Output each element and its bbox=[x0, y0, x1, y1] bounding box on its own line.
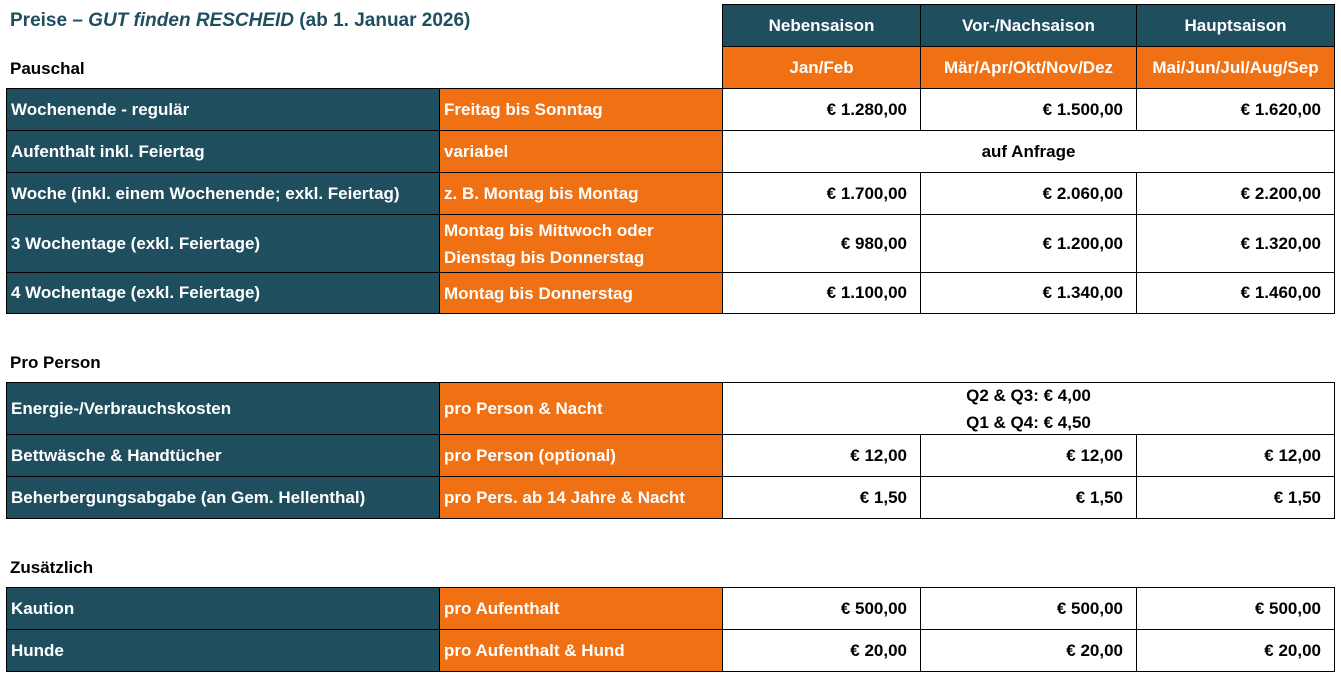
row-period bbox=[439, 214, 723, 273]
row-period: pro Pers. ab 14 Jahre & Nacht bbox=[439, 476, 723, 519]
row-period: Freitag bis Sonntag bbox=[439, 88, 723, 131]
row-label: Kaution bbox=[6, 587, 440, 630]
row-label: Wochenende - regulär bbox=[6, 88, 440, 131]
row-period: pro Person & Nacht bbox=[439, 382, 723, 435]
energy-cost-cell bbox=[722, 382, 1335, 435]
price-cell: € 1.100,00 bbox=[722, 272, 921, 314]
page-title bbox=[10, 10, 470, 32]
row-label: Bettwäsche & Handtücher bbox=[6, 434, 440, 477]
header-season-vornach: Vor-/Nachsaison bbox=[920, 4, 1137, 47]
section-title-pro-person: Pro Person bbox=[10, 353, 101, 372]
section-title-pauschal: Pauschal bbox=[10, 59, 85, 78]
row-label: Energie-/Verbrauchskosten bbox=[6, 382, 440, 435]
row-period: Montag bis Donnerstag bbox=[439, 272, 723, 314]
price-cell: € 1.460,00 bbox=[1136, 272, 1335, 314]
row-label: Aufenthalt inkl. Feiertag bbox=[6, 130, 440, 173]
price-cell: € 500,00 bbox=[1136, 587, 1335, 630]
price-cell: € 980,00 bbox=[722, 214, 921, 273]
price-cell: € 1.200,00 bbox=[920, 214, 1137, 273]
title-prefix: Preise – bbox=[10, 10, 89, 31]
energy-line: Q2 & Q3: € 4,00 bbox=[966, 385, 1091, 405]
price-cell: € 12,00 bbox=[920, 434, 1137, 477]
title-suffix: (ab 1. Januar 2026) bbox=[294, 10, 471, 31]
on-request-cell: auf Anfrage bbox=[722, 130, 1335, 173]
price-cell: € 1.700,00 bbox=[722, 172, 921, 215]
price-cell: € 1.320,00 bbox=[1136, 214, 1335, 273]
price-cell: € 20,00 bbox=[722, 629, 921, 672]
price-cell: € 1,50 bbox=[920, 476, 1137, 519]
row-period: pro Person (optional) bbox=[439, 434, 723, 477]
row-label: 4 Wochentage (exkl. Feiertage) bbox=[6, 272, 440, 314]
price-cell: € 12,00 bbox=[722, 434, 921, 477]
row-label: Beherbergungsabgabe (an Gem. Hellenthal) bbox=[6, 476, 440, 519]
period-line: Dienstag bis Donnerstag bbox=[444, 247, 645, 267]
price-cell: € 20,00 bbox=[920, 629, 1137, 672]
row-period: z. B. Montag bis Montag bbox=[439, 172, 723, 215]
price-cell: € 500,00 bbox=[722, 587, 921, 630]
row-label: Woche (inkl. einem Wochenende; exkl. Feiertag) bbox=[6, 172, 440, 215]
price-cell: € 1.620,00 bbox=[1136, 88, 1335, 131]
row-period: pro Aufenthalt & Hund bbox=[439, 629, 723, 672]
header-months-neben: Jan/Feb bbox=[722, 46, 921, 89]
price-cell: € 2.200,00 bbox=[1136, 172, 1335, 215]
price-cell: € 2.060,00 bbox=[920, 172, 1137, 215]
price-cell: € 500,00 bbox=[920, 587, 1137, 630]
price-cell: € 1,50 bbox=[1136, 476, 1335, 519]
header-season-haupt: Hauptsaison bbox=[1136, 4, 1335, 47]
price-cell: € 1.500,00 bbox=[920, 88, 1137, 131]
price-cell: € 20,00 bbox=[1136, 629, 1335, 672]
row-period: pro Aufenthalt bbox=[439, 587, 723, 630]
header-months-vornach: Mär/Apr/Okt/Nov/Dez bbox=[920, 46, 1137, 89]
title-name: GUT finden RESCHEID bbox=[88, 10, 295, 31]
row-period: variabel bbox=[439, 130, 723, 173]
row-label: Hunde bbox=[6, 629, 440, 672]
price-cell: € 1,50 bbox=[722, 476, 921, 519]
section-title-zusaetzlich: Zusätzlich bbox=[10, 558, 94, 577]
price-cell: € 1.280,00 bbox=[722, 88, 921, 131]
header-months-haupt: Mai/Jun/Jul/Aug/Sep bbox=[1136, 46, 1335, 89]
price-cell: € 12,00 bbox=[1136, 434, 1335, 477]
row-label: 3 Wochentage (exkl. Feiertage) bbox=[6, 214, 440, 273]
energy-line: Q1 & Q4: € 4,50 bbox=[966, 412, 1091, 432]
price-cell: € 1.340,00 bbox=[920, 272, 1137, 314]
period-line: Montag bis Mittwoch oder bbox=[444, 220, 654, 240]
header-season-neben: Nebensaison bbox=[722, 4, 921, 47]
